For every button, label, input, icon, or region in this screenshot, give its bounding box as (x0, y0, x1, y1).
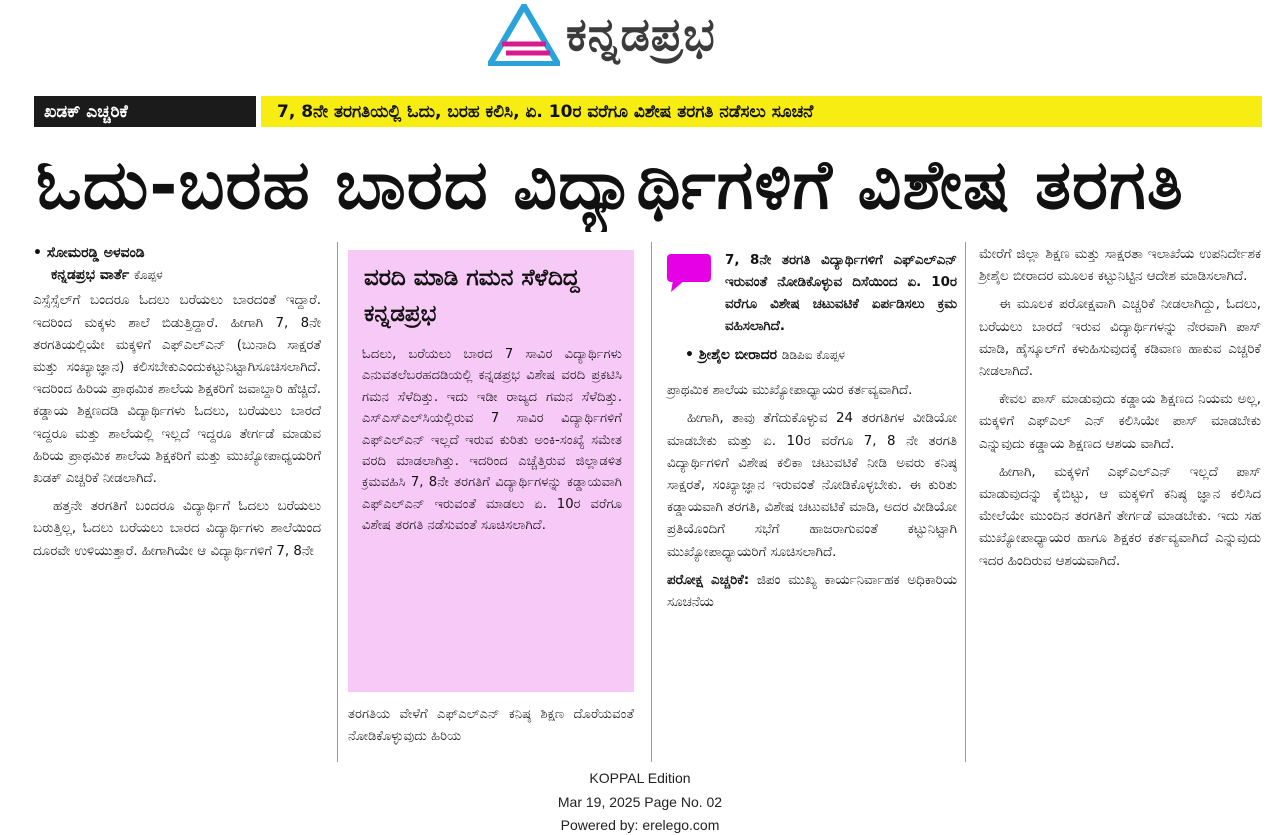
date-page-label: Mar 19, 2025 Page No. 02 (557, 794, 723, 810)
section-tag: ಖಡಕ್ ಎಚ್ಚರಿಕೆ (34, 96, 256, 127)
paragraph: ಹೀಗಾಗಿ, ತಾವು ತೆಗೆದುಕೊಳ್ಳುವ 24 ತರಗತಿಗಳ ವೀಡಿಯೋ ಮಾಡಬೇಕು ಮತ್ತು ಏ. 10ರ ವರೆಗೂ 7, 8 ನೇ ತರಗತಿ ವಿದ್ಯಾರ್ಥಿಗಳಿಗೆ ವಿಶೇಷ ಕಲಿಕಾ ಚಟುವಟಿಕೆ ನೀಡಿ ಅವರು ಕನಿಷ್ಠ ಸಾಕ್ಷರತೆ, ಸಂಖ್ಯಾಜ್ಞಾನ ಇರುವಂತೆ ನೋಡಿಕೊಳ್ಳಬೇಕು. ಈ ಕುರಿತು ಕಡ್ಡಾಯವಾಗಿ ತರಗತಿ, ವಿಶೇಷ ಚಟುವಟಿಕೆ ಮಾಡಿ, ಅದರ ವೀಡಿಯೋ ಪ್ರತಿಯೊಂದಿಗೆ ಸಭೆಗೆ ಹಾಜರಾಗುವಂತೆ ಕಟ್ಟುನಿಟ್ಟಾಗಿ ಮುಖ್ಯೋಪಾಧ್ಯಾಯರಿಗೆ ಸೂಚಿಸಲಾಗಿದೆ. (667, 411, 957, 560)
byline-paper: ಕನ್ನಡಪ್ರಭ ವಾರ್ತೆ (51, 267, 130, 284)
paragraph: ಕೇವಲ ಪಾಸ್ ಮಾಡುವುದು ಕಡ್ಡಾಯ ಶಿಕ್ಷಣದ ನಿಯಮ ಅಲ್ಲ, ಮಕ್ಕಳಿಗೆ ಎಫ್‌ಎಲ್ ಎನ್ ಕಲಿಸಿಯೇ ಪಾಸ್ ಮಾಡಬೇಕು ಎನ್ನುವುದು ಕಡ್ಡಾಯ ಶಿಕ್ಷಣದ ಆಶಯ ವಾಗಿದೆ. (979, 392, 1261, 452)
article-column-4 (979, 244, 1261, 579)
edition-label: KOPPAL Edition (589, 770, 691, 786)
quote-attribution (685, 344, 957, 366)
masthead-logo (488, 2, 716, 68)
article-column-1 (33, 242, 321, 569)
quote-author: • ಶ್ರೀಶೈಲ ಬೀರಾದರ (685, 347, 778, 363)
byline-place: ಕೊಪ್ಪಳ (133, 268, 163, 283)
pull-quote (667, 250, 957, 338)
byline-source (51, 264, 321, 286)
paragraph: ಹತ್ತನೇ ತರಗತಿಗೆ ಬಂದರೂ ವಿದ್ಯಾರ್ಥಿಗೆ ಓದಲು ಬರೆಯಲು ಬರುತ್ತಿಲ್ಲ, ಓದಲು ಬರೆಯಲು ಬಾರದ ವಿದ್ಯಾರ್ಥಿಗಳು ಶಾಲೆಯಿಂದ ದೂರವೇ ಉಳಿಯುತ್ತಾರೆ. ಹೀಗಾಗಿಯೇ ಆ ವಿದ್ಯಾರ್ಥಿಗಳಿಗೆ 7, 8ನೇ (33, 499, 321, 559)
sidebar-box (348, 250, 634, 692)
article-column-3 (667, 250, 957, 620)
column-divider (337, 242, 338, 762)
byline-name: • ಸೋಮರಡ್ಡಿ ಅಳವಂಡಿ (33, 245, 145, 261)
sidebox-title: ವರದಿ ಮಾಡಿ ಗಮನ ಸೆಳೆದಿದ್ದ ಕನ್ನಡಪ್ರಭ (364, 265, 580, 327)
quote-author-role: ಡಿಡಿಪಿಐ ಕೊಪ್ಪಳ (781, 348, 845, 362)
paragraph: ಪ್ರಾಥಮಿಕ ಶಾಲೆಯ ಮುಖ್ಯೋಪಾಧ್ಯಾಯರ ಕರ್ತವ್ಯವಾಗಿದೆ. (667, 383, 913, 399)
lead-in-text: ಜಿಪಂ ಮುಖ್ಯ ಕಾರ್ಯನಿರ್ವಾಹಕ ಅಧಿಕಾರಿಯ ಸೂಚನೆಯ (667, 572, 957, 611)
column-divider (965, 242, 966, 762)
powered-by-link[interactable]: Powered by: erelego.com (560, 817, 720, 833)
sidebox-paragraph: ಓದಲು, ಬರೆಯಲು ಬಾರದ 7 ಸಾವಿರ ವಿದ್ಯಾರ್ಥಿಗಳು ಎನುವತಲೆಬರಹದಡಿಯಲ್ಲಿ ಕನ್ನಡಪ್ರಭ ವಿಶೇಷ ವರದಿ ಪ್ರಕಟಿಸಿ ಗಮನ ಸೆಳೆದಿತ್ತು. ಇದು ಇಡೀ ರಾಜ್ಯದ ಗಮನ ಸೆಳೆದಿತ್ತು. ಎಸ್‌ಎಸ್‌ಎಲ್‌ಸಿಯಲ್ಲಿರುವ 7 ಸಾವಿರ ವಿದ್ಯಾರ್ಥಿಗಳಿಗೆ ಎಫ್‌ಎಲ್‌ಎನ್ ಇಲ್ಲದೆ ಇರುವ ಕುರಿತು ಅಂಕಿ-ಸಂಖ್ಯೆ ಸಮೇತ ವರದಿ ಮಾಡಲಾಗಿತ್ತು. ಇದರಿಂದ ಎಚ್ಚೆತ್ತಿರುವ ಜಿಲ್ಲಾಡಳಿತ ಕ್ರಮವಹಿಸಿ 7, 8ನೇ ತರಗತಿಗೆ ವಿದ್ಯಾರ್ಥಿಗಳನ್ನು ಕಡ್ಡಾಯವಾಗಿ ಎಫ್‌ಎಲ್‌ಎನ್ ಇರುವಂತೆ ಮಾಡಲು ಏ. 10ರ ವರೆಗೂ ವಿಶೇಷ ತರಗತಿ ನಡೆಸುವಂತೆ ಸೂಚಿಸಲಾಗಿದೆ. (362, 347, 622, 534)
column-2-continuation: ತರಗತಿಯ ವೇಳೆಗೆ ಎಫ್‌ಎಲ್‌ಎನ್ ಕನಿಷ್ಠ ಶಿಕ್ಷಣ ದೊರೆಯವಂತೆ ನೋಡಿಕೊಳ್ಳುವುದು ಹಿರಿಯ (348, 707, 634, 744)
paragraph: ಈ ಮೂಲಕ ಪರೋಕ್ಷವಾಗಿ ಎಚ್ಚರಿಕೆ ನೀಡಲಾಗಿದ್ದು, ಓದಲು, ಬರೆಯಲು ಬಾರದೆ ಇರುವ ವಿದ್ಯಾರ್ಥಿಗಳನ್ನು ನೇರವಾಗಿ ಪಾಸ್ ಮಾಡಿ, ಹೈಸ್ಕೂಲ್‌ಗೆ ಕಳುಹಿಸುವುದಕ್ಕೆ ಕಡಿವಾಣ ಹಾಕುವ ಎಚ್ಚರಿಕೆ ನೀಡಲಾಗಿದೆ. (979, 297, 1261, 380)
paragraph: ಮೇರೆಗೆ ಜಿಲ್ಲಾ ಶಿಕ್ಷಣ ಮತ್ತು ಸಾಕ್ಷರತಾ ಇಲಾಖೆಯ ಉಪನಿರ್ದೇಶಕ ಶ್ರೀಶೈಲ ಬೀರಾದರ ಮೂಲಕ ಕಟ್ಟುನಿಟ್ಟಿನ ಆದೇಶ ಮಾಡಿಸಲಾಗಿದೆ. (979, 247, 1261, 285)
paragraph (667, 570, 957, 614)
column-divider (651, 242, 652, 762)
subhead-lead-in: ಪರೋಕ್ಷ ಎಚ್ಚರಿಕೆ: (667, 572, 750, 588)
paragraph: ಎಸ್ಸೆಸ್ಸೆಲ್‌ಗೆ ಬಂದರೂ ಓದಲು ಬರೆಯಲು ಬಾರದಂತೆ ಇದ್ದಾರೆ. ಇದರಿಂದ ಮಕ್ಕಳು ಶಾಲೆ ಬಿಡುತ್ತಿದ್ದಾರೆ. ಹೀಗಾಗಿ 7, 8ನೇ ತರಗತಿಯಲ್ಲಿಯೇ ಮಕ್ಕಳಿಗೆ ಎಫ್‌ಎಲ್‌ಎನ್ (ಬುನಾದಿ ಸಾಕ್ಷರತೆ ಮತ್ತು ಸಂಖ್ಯಾಜ್ಞಾನ) ಕಲಿಸಬೇಕುಎಂದುಕಟ್ಟುನಿಟ್ಟಾಗಿಸೂಚಿಸಲಾಗಿದೆ. ಇದರಿಂದ ಹಿರಿಯ ಪ್ರಾಥಮಿಕ ಶಾಲೆಯ ಶಿಕ್ಷಕರಿಗೆ ಜವಾಬ್ದಾರಿ ಹೆಚ್ಚಿದೆ. ಕಡ್ಡಾಯ ಶಿಕ್ಷಣದಡಿ ವಿದ್ಯಾರ್ಥಿಗಳು ಓದಲು, ಬರೆಯಲು ಬಾರದೆ ಇದ್ದರೂ ಮತ್ತು ಶಾಲೆಯಲ್ಲಿ ಇಲ್ಲದೆ ಇದ್ದರೂ ತೇರ್ಗಡೆ ಮಾಡುವ ಹಿರಿಯ ಪ್ರಾಥಮಿಕ ಶಾಲೆಯ ಶಿಕ್ಷಕರಿಗೆ ಮತ್ತು ಮುಖ್ಯೋಪಾಧ್ಯಯರಿಗೆ ಖಡಕ್ ಎಚ್ಚರಿಕೆ ನೀಡಲಾಗಿದೆ. (33, 293, 321, 487)
paragraph: ಹೀಗಾಗಿ, ಮಕ್ಕಳಿಗೆ ಎಫ್‌ಎಲ್‌ಎನ್ ಇಲ್ಲದೆ ಪಾಸ್ ಮಾಡುವುದನ್ನು ಕೈಬಿಟ್ಟು, ಆ ಮಕ್ಕಳಿಗೆ ಕನಿಷ್ಠ ಜ್ಞಾನ ಕಲಿಸಿದ ಮೇಲೆಯೇ ಮುಂದಿನ ತರಗತಿಗೆ ತೇರ್ಗಡೆ ಮಾಡಬೇಕು. ಇದು ಸಹ ಮುಖ್ಯೋಪಾಧ್ಯಾಯರ ಹಾಗೂ ಶಿಕ್ಷಕರ ಕರ್ತವ್ಯವಾಗಿದೆ ಎನ್ನುವುದು ಇದರ ಹಿಂದಿರುವ ಆಶಯವಾಗಿದೆ. (979, 464, 1261, 569)
kannadaprabha-logo-icon (488, 4, 560, 66)
pull-quote-text: 7, 8ನೇ ತರಗತಿ ವಿದ್ಯಾರ್ಥಿಗಳಿಗೆ ಎಫ್‌ಎಲ್‌ಎನ್ ಇರುವಂತೆ ನೋಡಿಕೊಳ್ಳುವ ದಿಸೆಯಿಂದ ಏ. 10ರ ವರೆಗೂ ವಿಶೇಷ ಚಟುವಟಿಕೆ ಏರ್ಪಡಿಸಲು ಕ್ರಮ ವಹಿಸಲಾಗಿದೆ. (725, 253, 957, 334)
sidebox-body (348, 340, 634, 537)
headline: ಓದು-ಬರಹ ಬಾರದ ವಿದ್ಯಾರ್ಥಿಗಳಿಗೆ ವಿಶೇಷ ತರಗತಿ (36, 146, 1184, 225)
kicker-strap: 7, 8ನೇ ತರಗತಿಯಲ್ಲಿ ಓದು, ಬರಹ ಕಲಿಸಿ, ಏ. 10ರ ವರೆಗೂ ವಿಶೇಷ ತರಗತಿ ನಡೆಸಲು ಸೂಚನೆ (261, 96, 1262, 127)
logo-text: ಕನ್ನಡಪ್ರಭ (566, 7, 716, 61)
